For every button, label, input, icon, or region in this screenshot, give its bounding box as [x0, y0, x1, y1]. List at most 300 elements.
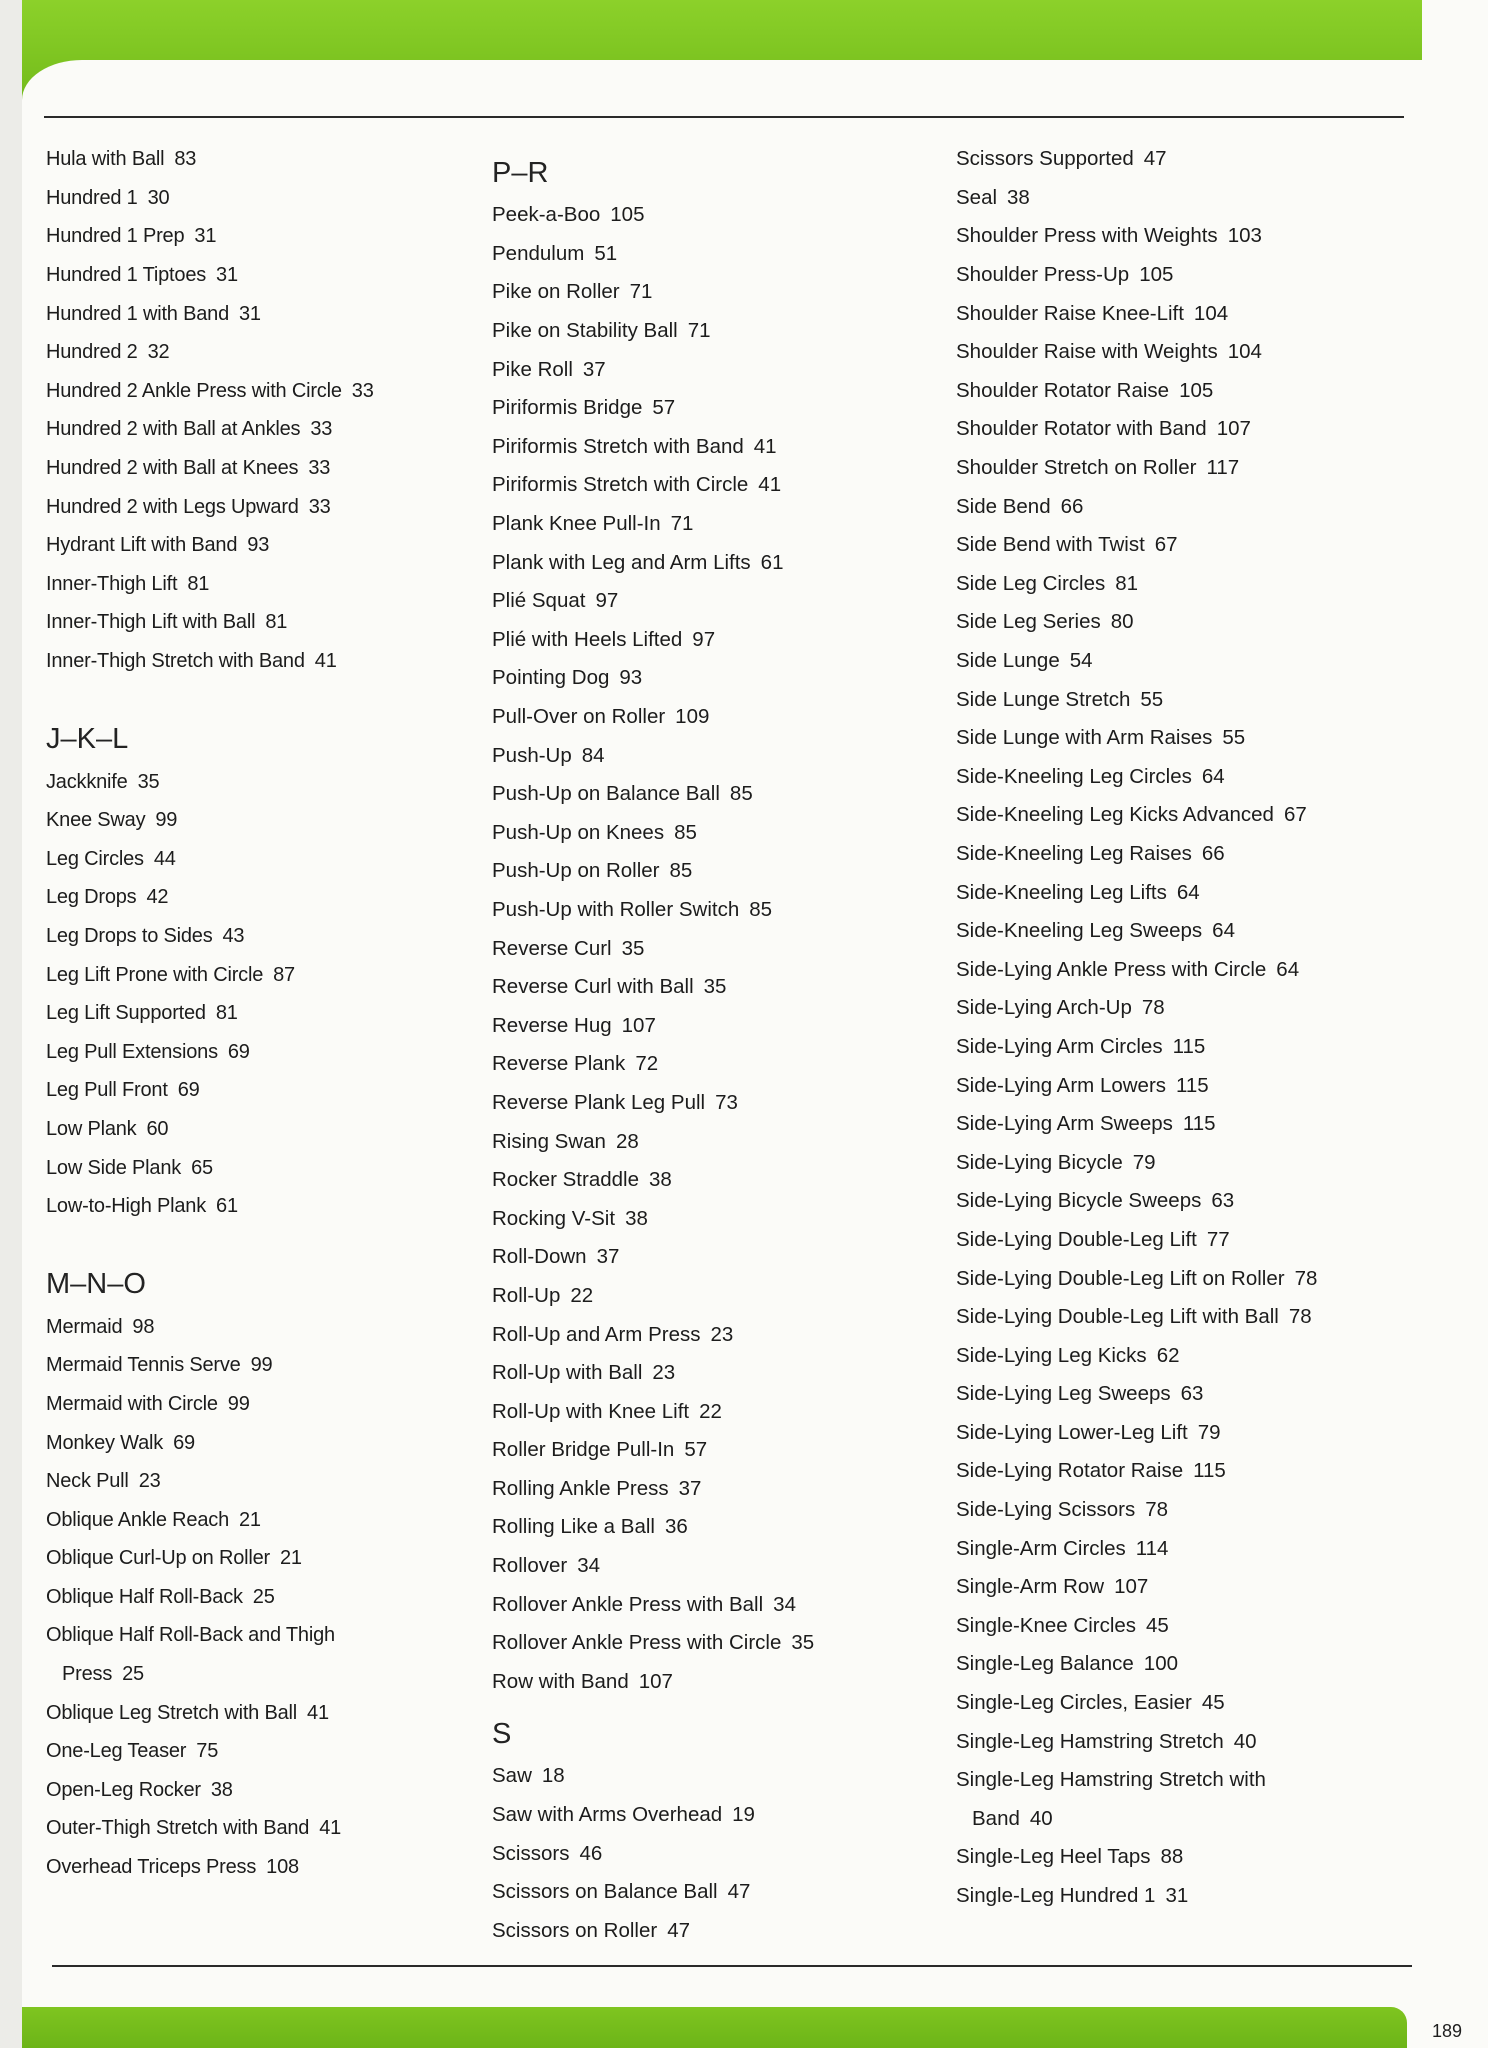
entry-label: Leg Pull Front	[46, 1079, 168, 1102]
entry-label: Hundred 2 with Legs Upward	[46, 495, 299, 518]
entry-label: Side-Lying Double-Leg Lift with Ball	[956, 1305, 1279, 1329]
entry-label: Leg Lift Prone with Circle	[46, 963, 264, 986]
entry-page-number: 107	[638, 1669, 673, 1693]
entry-label: Plank with Leg and Arm Lifts	[492, 550, 751, 574]
entry-label: Pike Roll	[492, 357, 573, 381]
entry-label: Side-Lying Arch-Up	[956, 996, 1132, 1020]
index-entry	[46, 1071, 486, 1110]
entry-page-number: 65	[191, 1156, 213, 1179]
index-entry	[46, 762, 486, 801]
index-entry	[492, 582, 932, 621]
entry-label: Jackknife	[46, 770, 128, 793]
index-entry	[492, 621, 932, 660]
index-entry	[956, 449, 1396, 488]
index-entry	[492, 1199, 932, 1238]
entry-page-number: 99	[227, 1392, 250, 1415]
entry-label: Side-Kneeling Leg Raises	[956, 841, 1192, 865]
index-entry	[956, 565, 1396, 604]
entry-label: Push-Up with Roller Switch	[492, 897, 740, 921]
entry-label: Hundred 1 Prep	[46, 225, 185, 248]
entry-page-number: 25	[252, 1585, 275, 1608]
entry-page-number: 64	[1212, 919, 1235, 943]
entry-label: Hundred 1 with Band	[46, 302, 229, 325]
entry-page-number: 66	[1060, 494, 1084, 518]
entry-page-number: 28	[615, 1129, 639, 1153]
entry-page-number: 64	[1276, 957, 1300, 981]
entry-label: Pull-Over on Roller	[492, 705, 666, 729]
entry-page-number: 115	[1182, 1112, 1216, 1136]
entry-page-number: 73	[715, 1090, 738, 1114]
index-entry	[956, 680, 1396, 719]
entry-page-number: 55	[1222, 726, 1246, 750]
entry-page-number: 79	[1197, 1420, 1221, 1444]
index-entry	[956, 179, 1396, 218]
index-entry	[46, 1732, 486, 1771]
index-entry	[956, 1298, 1396, 1337]
entry-page-number: 100	[1143, 1652, 1179, 1676]
entry-label: Reverse Plank Leg Pull	[492, 1090, 706, 1114]
entry-label: Side-Lying Double-Leg Lift	[956, 1227, 1197, 1251]
entry-page-number: 105	[610, 203, 645, 227]
entry-page-number: 46	[579, 1841, 603, 1865]
entry-page-number: 34	[773, 1592, 796, 1616]
entry-label: Scissors on Roller	[492, 1918, 658, 1942]
entry-page-number: 43	[222, 924, 245, 947]
index-entry	[46, 1032, 486, 1071]
index-entry	[956, 758, 1396, 797]
entry-page-number: 85	[749, 897, 773, 921]
index-entry	[956, 1375, 1396, 1414]
index-entry	[492, 505, 932, 544]
entry-page-number: 37	[678, 1476, 702, 1500]
index-entry	[956, 487, 1396, 526]
index-entry	[956, 217, 1396, 256]
entry-label: Monkey Walk	[46, 1431, 164, 1454]
index-entry	[956, 372, 1396, 411]
entry-page-number: 117	[1206, 456, 1240, 480]
entry-page-number: 18	[541, 1764, 565, 1788]
entry-label: Rocking V-Sit	[492, 1206, 616, 1230]
index-entry	[46, 1771, 486, 1810]
entry-label: Reverse Curl with Ball	[492, 975, 694, 999]
entry-page-number: 21	[280, 1547, 302, 1570]
entry-page-number: 97	[692, 627, 716, 651]
index-entry	[956, 912, 1396, 951]
index-entry	[956, 796, 1396, 835]
index-entry	[492, 1873, 932, 1912]
entry-label: Scissors	[492, 1841, 570, 1865]
entry-label: Knee Sway	[46, 809, 146, 832]
entry-page-number: 80	[1110, 610, 1134, 634]
index-entry	[46, 1539, 486, 1578]
index-entry	[492, 1315, 932, 1354]
entry-label: Reverse Curl	[492, 936, 612, 960]
entry-page-number: 78	[1288, 1305, 1312, 1329]
entry-page-number: 38	[1007, 185, 1030, 209]
entry-label: Side Leg Series	[956, 610, 1101, 634]
index-entry	[46, 1423, 486, 1462]
index-entry	[46, 294, 486, 333]
entry-label: Saw with Arms Overhead	[492, 1803, 723, 1827]
entry-label: Low Side Plank	[46, 1156, 182, 1179]
index-entry	[492, 1122, 932, 1161]
index-entry	[46, 1693, 486, 1732]
section-heading: M–N–O	[46, 1268, 146, 1301]
index-entry	[46, 994, 486, 1033]
entry-label: Leg Drops to Sides	[46, 924, 213, 947]
entry-label: Peek-a-Boo	[492, 203, 601, 227]
entry-page-number: 93	[619, 666, 643, 690]
entry-page-number: 25	[122, 1663, 144, 1686]
index-entry	[46, 179, 486, 218]
entry-page-number: 33	[308, 457, 331, 480]
entry-label: Reverse Hug	[492, 1013, 612, 1037]
index-entry	[492, 698, 932, 737]
index-entry	[492, 1277, 932, 1316]
entry-label: Low-to-High Plank	[46, 1195, 207, 1218]
entry-label: Pike on Stability Ball	[492, 319, 678, 343]
bottom-rule	[52, 1965, 1412, 1967]
entry-label: Roll-Down	[492, 1245, 587, 1269]
entry-label: Plié Squat	[492, 589, 586, 613]
entry-page-number: 114	[1135, 1536, 1169, 1560]
entry-label: Side-Kneeling Leg Sweeps	[956, 919, 1203, 943]
index-entry	[46, 917, 486, 956]
index-entry	[46, 878, 486, 917]
section-heading: P–R	[492, 157, 549, 189]
index-entry	[956, 1105, 1396, 1144]
index-entry	[956, 333, 1396, 372]
entry-page-number: 33	[351, 379, 374, 402]
entry-label: Inner-Thigh Lift with Ball	[46, 611, 256, 634]
entry-label: Shoulder Press-Up	[956, 263, 1130, 287]
entry-label: Outer-Thigh Stretch with Band	[46, 1817, 310, 1840]
entry-page-number: 71	[687, 319, 711, 343]
index-column-1	[46, 140, 486, 1886]
entry-page-number: 88	[1160, 1845, 1184, 1869]
index-entry	[492, 1161, 932, 1200]
entry-page-number: 78	[1141, 996, 1165, 1020]
index-entry	[492, 1354, 932, 1393]
entry-label: Oblique Ankle Reach	[46, 1508, 229, 1531]
index-entry	[956, 1066, 1396, 1105]
index-entry	[46, 801, 486, 840]
index-entry	[956, 989, 1396, 1028]
entry-page-number: 104	[1193, 301, 1229, 325]
index-entry	[492, 466, 932, 505]
entry-label: Oblique Curl-Up on Roller	[46, 1547, 270, 1570]
index-entry	[46, 1385, 486, 1424]
entry-label: Oblique Half Roll-Back	[46, 1585, 243, 1608]
index-entry	[492, 1431, 932, 1470]
index-entry	[46, 449, 486, 488]
index-entry	[956, 835, 1396, 874]
entry-label: Single-Leg Heel Taps	[956, 1845, 1151, 1869]
index-entry	[492, 196, 932, 235]
bottom-color-band	[22, 2007, 1407, 2048]
entry-label: Shoulder Press with Weights	[956, 224, 1218, 248]
entry-page-number: 107	[621, 1013, 656, 1037]
entry-page-number: 42	[146, 886, 169, 909]
index-entry	[46, 1346, 486, 1385]
entry-label: Side-Lying Leg Kicks	[956, 1343, 1147, 1367]
entry-page-number: 85	[669, 859, 693, 883]
entry-page-number: 93	[247, 534, 270, 557]
entry-label: Push-Up	[492, 743, 572, 767]
entry-label: Reverse Plank	[492, 1052, 626, 1076]
entry-label: Band	[972, 1806, 1020, 1830]
entry-page-number: 47	[1143, 147, 1167, 171]
index-entry	[492, 1238, 932, 1277]
entry-label: Push-Up on Balance Ball	[492, 782, 720, 806]
entry-page-number: 67	[1154, 533, 1178, 557]
index-entry	[492, 1796, 932, 1835]
entry-page-number: 75	[196, 1740, 219, 1763]
index-entry	[46, 642, 486, 681]
entry-page-number: 35	[791, 1631, 815, 1655]
index-entry	[46, 955, 486, 994]
index-entry	[492, 1006, 932, 1045]
entry-label: Seal	[956, 185, 998, 209]
entry-label: Low Plank	[46, 1117, 137, 1140]
entry-label: Piriformis Stretch with Circle	[492, 473, 749, 497]
entry-page-number: 87	[273, 963, 295, 986]
index-entry	[46, 1110, 486, 1149]
entry-label: Leg Pull Extensions	[46, 1040, 218, 1063]
index-entry	[492, 543, 932, 582]
entry-label: Neck Pull	[46, 1470, 129, 1493]
entry-page-number: 115	[1172, 1034, 1206, 1058]
entry-label: Side Leg Circles	[956, 571, 1106, 595]
entry-page-number: 35	[137, 770, 160, 793]
entry-page-number: 32	[147, 341, 170, 364]
entry-page-number: 35	[703, 975, 727, 999]
entry-label: Hundred 2 with Ball at Ankles	[46, 418, 301, 441]
index-entry	[492, 1757, 932, 1796]
entry-label: Side-Kneeling Leg Lifts	[956, 880, 1167, 904]
entry-page-number: 23	[710, 1322, 734, 1346]
entry-page-number: 104	[1227, 340, 1262, 364]
entry-page-number: 107	[1114, 1575, 1149, 1599]
entry-label: Piriformis Bridge	[492, 396, 643, 420]
entry-page-number: 64	[1176, 880, 1200, 904]
index-column-2	[492, 140, 932, 1950]
entry-label: Side-Lying Bicycle	[956, 1150, 1123, 1174]
index-entry	[492, 273, 932, 312]
entry-label: Press	[62, 1663, 113, 1686]
entry-page-number: 23	[652, 1361, 676, 1385]
index-entry	[492, 1624, 932, 1663]
index-entry	[492, 1834, 932, 1873]
entry-label: Saw	[492, 1764, 532, 1788]
entry-label: Rollover Ankle Press with Circle	[492, 1631, 782, 1655]
entry-page-number: 57	[684, 1438, 708, 1462]
index-entry	[46, 1848, 486, 1887]
entry-label: Side-Lying Rotator Raise	[956, 1459, 1184, 1483]
index-entry	[46, 1578, 486, 1617]
index-entry	[956, 1182, 1396, 1221]
entry-label: Side-Kneeling Leg Kicks Advanced	[956, 803, 1274, 827]
entry-page-number: 67	[1283, 803, 1307, 827]
entry-page-number: 35	[621, 936, 645, 960]
index-entry	[46, 410, 486, 449]
entry-label: Leg Lift Supported	[46, 1002, 206, 1025]
entry-label: Roll-Up	[492, 1283, 561, 1307]
entry-page-number: 41	[319, 1817, 342, 1840]
index-entry	[492, 1470, 932, 1509]
entry-page-number: 72	[635, 1052, 659, 1076]
entry-label: Rising Swan	[492, 1129, 606, 1153]
entry-page-number: 40	[1029, 1806, 1053, 1830]
entry-page-number: 85	[674, 820, 697, 844]
entry-page-number: 31	[194, 225, 217, 248]
entry-label: Hundred 1 Tiptoes	[46, 264, 207, 287]
entry-page-number: 30	[147, 186, 170, 209]
index-entry	[492, 736, 932, 775]
entry-label: Scissors on Balance Ball	[492, 1880, 718, 1904]
entry-label: Hula with Ball	[46, 148, 165, 171]
entry-page-number: 41	[753, 434, 777, 458]
entry-page-number: 45	[1201, 1691, 1225, 1715]
entry-page-number: 21	[239, 1508, 261, 1531]
entry-page-number: 51	[594, 241, 618, 265]
entry-label: Side Lunge Stretch	[956, 687, 1131, 711]
entry-page-number: 31	[1165, 1884, 1189, 1908]
entry-label: Inner-Thigh Stretch with Band	[46, 650, 305, 673]
entry-page-number: 55	[1140, 687, 1164, 711]
entry-label: Single-Leg Hundred 1	[956, 1884, 1156, 1908]
index-entry	[492, 659, 932, 698]
index-entry	[956, 1877, 1396, 1916]
entry-label: Shoulder Rotator with Band	[956, 417, 1207, 441]
index-entry	[956, 1143, 1396, 1182]
entry-page-number: 84	[581, 743, 605, 767]
entry-label: Roll-Up and Arm Press	[492, 1322, 701, 1346]
entry-page-number: 63	[1180, 1382, 1204, 1406]
entry-label: Mermaid Tennis Serve	[46, 1354, 241, 1377]
index-entry	[46, 333, 486, 372]
index-entry	[46, 487, 486, 526]
entry-page-number: 107	[1216, 417, 1251, 441]
entry-page-number: 22	[699, 1399, 722, 1423]
index-entry	[46, 372, 486, 411]
entry-label: Side-Lying Leg Sweeps	[956, 1382, 1171, 1406]
entry-label: Hydrant Lift with Band	[46, 534, 238, 557]
entry-page-number: 54	[1069, 649, 1093, 673]
entry-label: Rolling Ankle Press	[492, 1476, 669, 1500]
index-entry	[956, 1722, 1396, 1761]
entry-page-number: 41	[314, 650, 337, 673]
entry-label: Side-Kneeling Leg Circles	[956, 764, 1192, 788]
entry-page-number: 66	[1201, 841, 1225, 865]
entry-page-number: 78	[1294, 1266, 1318, 1290]
entry-label: Rocker Straddle	[492, 1168, 639, 1192]
entry-label: Shoulder Stretch on Roller	[956, 456, 1197, 480]
entry-page-number: 38	[648, 1168, 672, 1192]
entry-page-number: 34	[577, 1554, 601, 1578]
index-entry	[46, 565, 486, 604]
entry-page-number: 61	[760, 550, 784, 574]
entry-label: Oblique Leg Stretch with Ball	[46, 1701, 298, 1724]
page-number: 189	[1431, 2021, 1462, 2041]
entry-page-number: 47	[727, 1880, 751, 1904]
index-entry	[956, 1336, 1396, 1375]
entry-label: Row with Band	[492, 1669, 629, 1693]
index-entry	[46, 256, 486, 295]
entry-label: Roll-Up with Knee Lift	[492, 1399, 690, 1423]
entry-page-number: 41	[758, 473, 782, 497]
entry-page-number: 47	[667, 1918, 691, 1942]
index-entry	[956, 294, 1396, 333]
index-entry	[956, 256, 1396, 295]
index-entry	[956, 1491, 1396, 1530]
entry-label: Single-Leg Balance	[956, 1652, 1134, 1676]
entry-label: Piriformis Stretch with Band	[492, 434, 744, 458]
entry-page-number: 109	[675, 705, 710, 729]
entry-label: Push-Up on Knees	[492, 820, 665, 844]
index-entry	[492, 1585, 932, 1624]
index-entry	[956, 950, 1396, 989]
entry-label: Side-Lying Arm Lowers	[956, 1073, 1167, 1097]
entry-page-number: 79	[1132, 1150, 1156, 1174]
entry-label: Hundred 2	[46, 341, 138, 364]
entry-page-number: 57	[652, 396, 676, 420]
index-entry	[492, 929, 932, 968]
entry-label: Shoulder Raise Knee-Lift	[956, 301, 1184, 325]
entry-label: Open-Leg Rocker	[46, 1778, 201, 1801]
index-entry	[492, 1045, 932, 1084]
index-entry	[492, 891, 932, 930]
index-entry	[956, 719, 1396, 758]
entry-label: Rollover Ankle Press with Ball	[492, 1592, 764, 1616]
entry-page-number: 81	[215, 1002, 238, 1025]
index-entry	[46, 1187, 486, 1226]
entry-label: Rollover	[492, 1554, 568, 1578]
entry-label: Push-Up on Roller	[492, 859, 660, 883]
entry-label: Single-Knee Circles	[956, 1613, 1137, 1637]
entry-page-number: 85	[729, 782, 753, 806]
entry-page-number: 97	[595, 589, 619, 613]
entry-label: Scissors Supported	[956, 147, 1134, 171]
entry-label: Overhead Triceps Press	[46, 1856, 257, 1879]
index-entry-continuation	[956, 1800, 1396, 1839]
entry-page-number: 81	[187, 572, 210, 595]
index-entry	[956, 1259, 1396, 1298]
entry-label: Hundred 2 with Ball at Knees	[46, 457, 299, 480]
entry-label: Oblique Half Roll-Back and Thigh	[46, 1624, 335, 1647]
entry-page-number: 38	[210, 1778, 233, 1801]
index-entry	[956, 642, 1396, 681]
entry-label: Mermaid	[46, 1315, 123, 1338]
index-entry	[956, 1607, 1396, 1646]
entry-label: Mermaid with Circle	[46, 1392, 218, 1415]
section-heading: S	[492, 1718, 512, 1751]
index-entry	[492, 389, 932, 428]
entry-label: Side Bend with Twist	[956, 533, 1145, 557]
index-entry	[492, 968, 932, 1007]
section-gap	[46, 1225, 486, 1251]
index-entry	[956, 1684, 1396, 1723]
entry-label: Single-Leg Hamstring Stretch with	[956, 1768, 1266, 1792]
entry-page-number: 23	[138, 1470, 161, 1493]
index-entry	[956, 603, 1396, 642]
entry-page-number: 61	[216, 1195, 238, 1218]
entry-page-number: 81	[265, 611, 288, 634]
entry-page-number: 37	[582, 357, 606, 381]
entry-label: Side-Lying Scissors	[956, 1498, 1136, 1522]
entry-label: Pendulum	[492, 241, 585, 265]
entry-label: Single-Arm Row	[956, 1575, 1105, 1599]
